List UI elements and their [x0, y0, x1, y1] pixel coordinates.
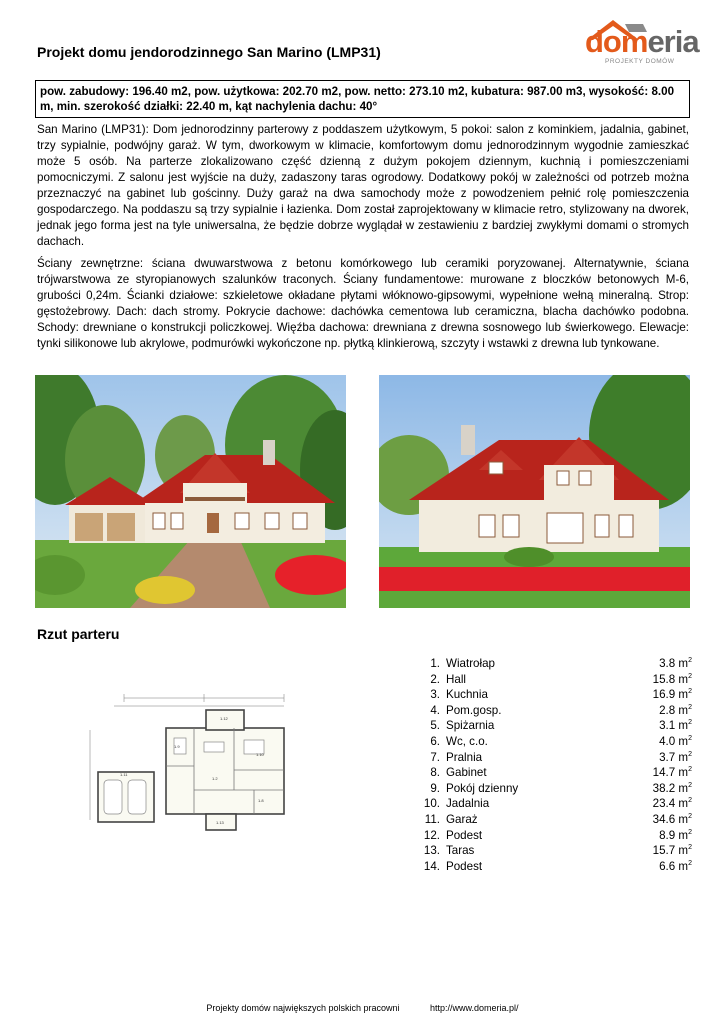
- room-row: 12. Podest 8.9 $m^2$: [423, 828, 692, 842]
- room-row: 9. Pokój dzienny 38.2 $m^2$: [430, 781, 692, 795]
- room-row: 8. Gabinet 14.7 $m^2$: [430, 766, 692, 780]
- house-front-photo: [35, 375, 346, 608]
- room-row: 4. Pom.gosp. 2.8 $m^2$: [430, 703, 692, 717]
- svg-text:1.2: 1.2: [212, 776, 218, 781]
- room-row: 6. Wc, c.o. 4.0 $m^2$: [430, 734, 692, 748]
- room-row: 14. Podest 6.6 $m^2$: [423, 859, 692, 873]
- construction-paragraph: Ściany zewnętrzne: ściana dwuwarstwowa z betonu komórkowego lub ceramiki poryzowanej. Alternatywnie, ściana trójwarstwowa ze styropianowych szalunków traconych. Ściany fundamentowe: murowane z bloczków betonowych M-6, grubości 0,24m. Ścianki działowe: szkieletowe okładane płytami włóknowo-gipsowymi, wypełnione wełną mineralną. Strop: gęstożebrowy. Dach: dach stromy. Pokrycie dachowe: dachówka cementowa lub ceramiczna, blacha dachówko podobna. Schody: drewniane o konstrukcji policzkowej. Więźba dachowa: drewniana z drewna sosnowego lub świerkowego. Elewacje: tynki silikonowe lub akrylowe, podmurówki wykończone np. płytką klinkierową, szczyty i wstawki z drewna lub tynkowane.: [37, 257, 689, 350]
- svg-text:1.9: 1.9: [174, 744, 180, 749]
- footer-tagline: Projekty domów największych polskich pracowni: [206, 1003, 400, 1013]
- page-title: Projekt domu jendorodzinnego San Marino (LMP31): [37, 44, 381, 60]
- section-title-ground-floor: Rzut parteru: [37, 626, 120, 642]
- room-row: 3. Kuchnia 16.9 $m^2$: [430, 688, 692, 702]
- room-row: 7. Pralnia 3.7 $m^2$: [430, 750, 692, 764]
- room-row: 10. Jadalnia 23.4 $m^2$: [423, 797, 692, 811]
- description-paragraph: San Marino (LMP31): Dom jednorodzinny parterowy z poddaszem użytkowym, 5 pokoi: salon z kominkiem, jadalnia, gabinet, trzy sypialnie, podwójny garaż. W tym, dworkowym w klimacie, komfortowym domu jednorodzinnym wygodnie zamieszkać może 5 osób. Na parterze zlokalizowano część dzienną z dużym pokojem dziennym, kuchnią i pomieszczeniami pomocniczymi. Z salonu jest wyjście na duży, zadaszony taras ogrodowy. Dodatkowy pokój w zależności od potrzeb można przeznaczyć na gabinet lub gościnny. Duży garaż na dwa samochody może z powodzeniem pełnić rolę pomieszczenia gospodarczego. Na poddaszu są trzy sypialnie i łazienka. Dom został zaprojektowany w klimacie retro, stylizowany na dworek, jednak jego forma jest na tyle uniwersalna, że będzie dobrze wyglądał w zestawieniu z bardziej zwykłymi domami o stromych dachach.: [37, 123, 689, 248]
- specs-box: pow. zabudowy: 196.40 m2, pow. użytkowa: 202.70 m2, pow. netto: 273.10 m2, kubatura: 987.00 m3, wysokość: 8.00 m, min. szerokość działki: 22.40 m, kąt nachylenia dachu: 40°: [35, 80, 690, 118]
- room-list: [418, 656, 692, 874]
- svg-text:1.8: 1.8: [258, 798, 264, 803]
- room-row: 11. Garaż 34.6 $m^2$: [424, 812, 692, 826]
- logo-dom-text: dom: [585, 24, 648, 59]
- room-row: 2. Hall 15.8 $m^2$: [430, 672, 692, 686]
- room-row: 5. Spiżarnia 3.1 $m^2$: [430, 719, 692, 733]
- floor-plan-drawing: [84, 690, 314, 838]
- domeria-logo[interactable]: [585, 18, 699, 70]
- svg-text:1.11: 1.11: [120, 772, 128, 777]
- logo-eria-text: eria: [647, 24, 699, 59]
- svg-text:1.10: 1.10: [256, 752, 264, 757]
- logo-subtitle: PROJEKTY DOMÓW: [605, 58, 675, 65]
- footer-link[interactable]: http://www.domeria.pl/: [430, 1003, 519, 1013]
- room-row: 13. Taras 15.7 $m^2$: [423, 844, 692, 858]
- svg-text:1.13: 1.13: [216, 820, 224, 825]
- svg-text:1.12: 1.12: [220, 716, 228, 721]
- house-garden-photo: [379, 375, 690, 608]
- page-footer: [0, 1003, 725, 1013]
- room-row: 1. Wiatrołap 3.8 $m^2$: [430, 657, 692, 670]
